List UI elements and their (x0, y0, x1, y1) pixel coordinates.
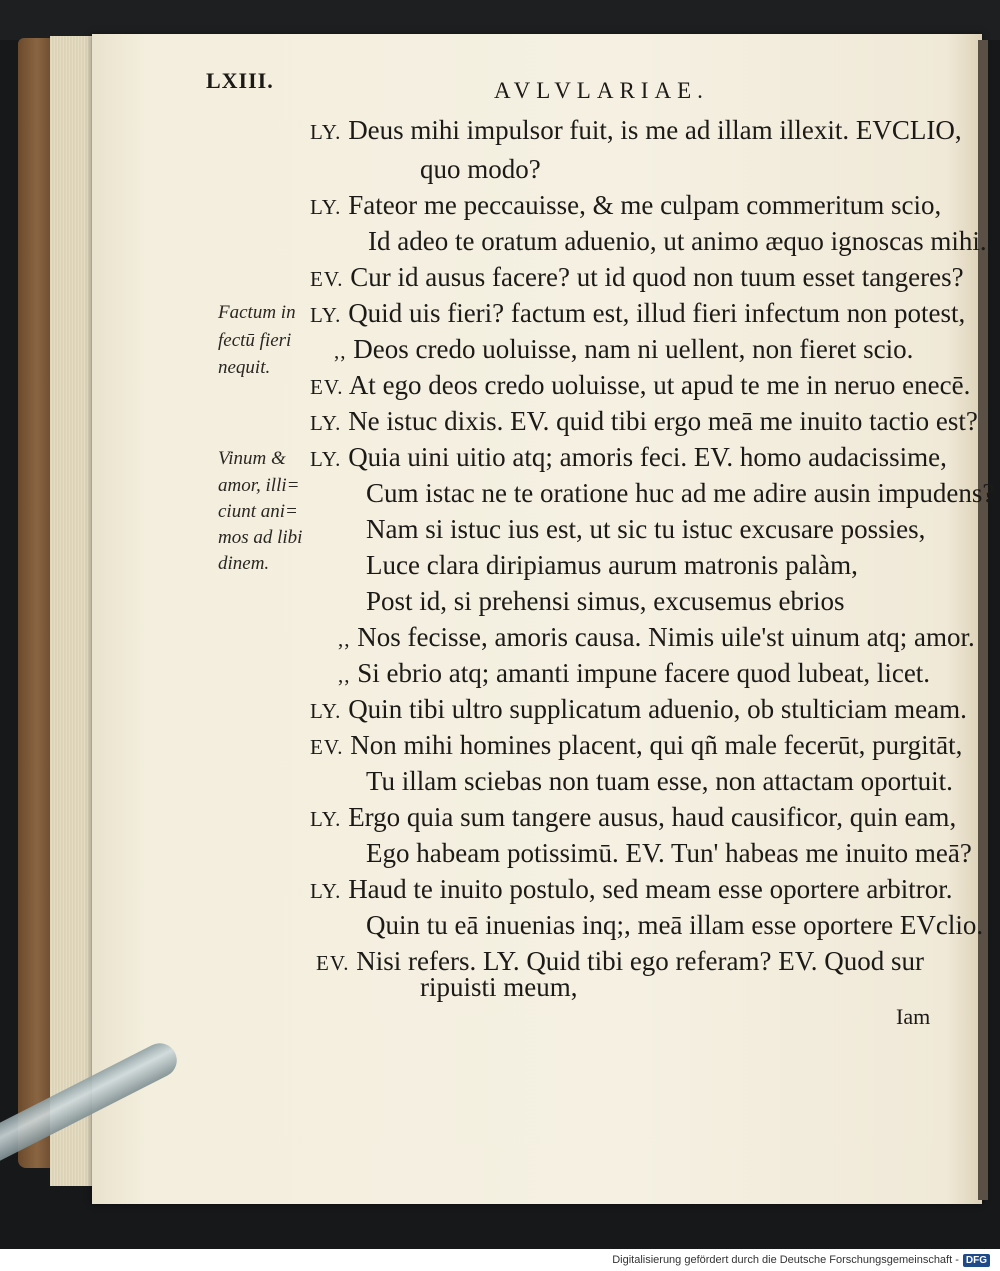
line-text: Cur id ausus facere? ut id quod non tuum esset tangeres? (350, 262, 964, 292)
text-line (310, 370, 970, 401)
line-text: At ego deos credo uoluisse, ut apud te me in neruo enecē. (348, 370, 971, 400)
speaker-label: LY. (310, 411, 342, 435)
speaker-label: LY. (310, 303, 342, 327)
speaker-label: LY. (310, 879, 342, 903)
line-text: Id adeo te oratum aduenio, ut animo æquo ignoscas mihi. (368, 226, 987, 256)
running-head: AVLVLARIAE. (494, 78, 709, 103)
margin-note-line: dinem. (218, 553, 270, 574)
text-line (366, 514, 925, 545)
speaker-label: ,, (334, 339, 347, 363)
text-line (310, 442, 947, 473)
line-text: Tu illam sciebas non tuam esse, non attactam oportuit. (366, 766, 953, 796)
text-line (366, 766, 953, 797)
line-text: Deus mihi impulsor fuit, is me ad illam illexit. EVCLIO, (348, 115, 962, 145)
speaker-label: LY. (310, 120, 342, 144)
margin-note-line: mos ad libi (218, 527, 303, 548)
catchword: Iam (896, 1004, 931, 1029)
speaker-label: LY. (310, 699, 342, 723)
line-text: Luce clara diripiamus aurum matronis palàm, (366, 550, 858, 580)
text-line (310, 802, 956, 833)
line-text: Ego habeam potissimū. EV. Tun' habeas me inuito meā? (366, 838, 972, 868)
speaker-label: ,, (338, 627, 351, 651)
speaker-label: LY. (310, 195, 342, 219)
line-text: Non mihi homines placent, qui qñ male fecerūt, purgitāt, (350, 730, 963, 760)
line-text: Post id, si prehensi simus, excusemus ebrios (366, 586, 845, 616)
line-text: Ergo quia sum tangere ausus, haud causificor, quin eam, (348, 802, 957, 832)
text-line (310, 730, 962, 761)
line-text: Haud te inuito postulo, sed meam esse oportere arbitror. (348, 874, 953, 904)
line-text: Fateor me peccauisse, & me culpam commeritum scio, (348, 190, 942, 220)
text-line (366, 550, 858, 581)
text-line (366, 910, 983, 941)
line-text: quo modo? (420, 154, 541, 184)
text-line (338, 658, 930, 689)
line-text: Nos fecisse, amoris causa. Nimis uile'st uinum atq; amor. (357, 622, 975, 652)
line-text: Quin tu eā inuenias inq;, meā illam esse oportere EVclio. (366, 910, 984, 940)
speaker-label: ,, (338, 663, 351, 687)
speaker-label: EV. (316, 951, 350, 975)
footer-bar (0, 1249, 1000, 1271)
line-text: Ne istuc dixis. EV. quid tibi ergo meā me inuito tactio est? (348, 406, 978, 436)
speaker-label: EV. (310, 735, 344, 759)
text-line (310, 298, 965, 329)
line-text: Cum istac ne te oratione huc ad me adire ausin impudens? (366, 478, 995, 508)
text-line (310, 262, 964, 293)
margin-note-line: fectū fieri (218, 330, 292, 351)
text-line (338, 622, 975, 653)
speaker-label: EV. (310, 267, 344, 291)
speaker-label: EV. (310, 375, 344, 399)
footer-credit: Digitalisierung gefördert durch die Deutsche Forschungsgemeinschaft - (612, 1254, 959, 1266)
margin-note-line: Factum in (218, 302, 296, 323)
margin-note-line: amor, illi= (218, 475, 300, 496)
line-text: Nisi refers. LY. Quid tibi ego referam? EV. Quod sur (356, 946, 924, 976)
page-number: LXIII. (206, 68, 274, 93)
speaker-label: LY. (310, 807, 342, 831)
text-line (310, 190, 941, 221)
margin-note-line: nequit. (218, 357, 271, 378)
line-text: Quid uis fieri? factum est, illud fieri infectum non potest, (348, 298, 966, 328)
page-right-edge (978, 40, 988, 1200)
text-line (310, 406, 978, 437)
line-text: Quin tibi ultro supplicatum aduenio, ob stulticiam meam. (348, 694, 967, 724)
text-line (366, 586, 844, 617)
speaker-label: LY. (310, 447, 342, 471)
text-line (366, 838, 972, 869)
text-line (368, 226, 987, 257)
text-line (420, 154, 541, 185)
text-line (310, 115, 962, 146)
line-text: Quia uini uitio atq; amoris feci. EV. homo audacissime, (348, 442, 947, 472)
text-line (316, 946, 924, 977)
text-line (334, 334, 913, 365)
line-text: ripuisti meum, (420, 972, 578, 1002)
text-line (366, 478, 994, 509)
text-line (420, 972, 578, 1003)
margin-note-line: ciunt ani= (218, 501, 298, 522)
line-text: Nam si istuc ius est, ut sic tu istuc excusare possies, (366, 514, 926, 544)
dfg-logo-icon: DFG (963, 1254, 990, 1267)
text-line (310, 694, 967, 725)
margin-note-line: Vinum & (218, 448, 286, 469)
line-text: Si ebrio atq; amanti impune facere quod lubeat, licet. (357, 658, 931, 688)
text-line (310, 874, 953, 905)
line-text: Deos credo uoluisse, nam ni uellent, non fieret scio. (353, 334, 914, 364)
